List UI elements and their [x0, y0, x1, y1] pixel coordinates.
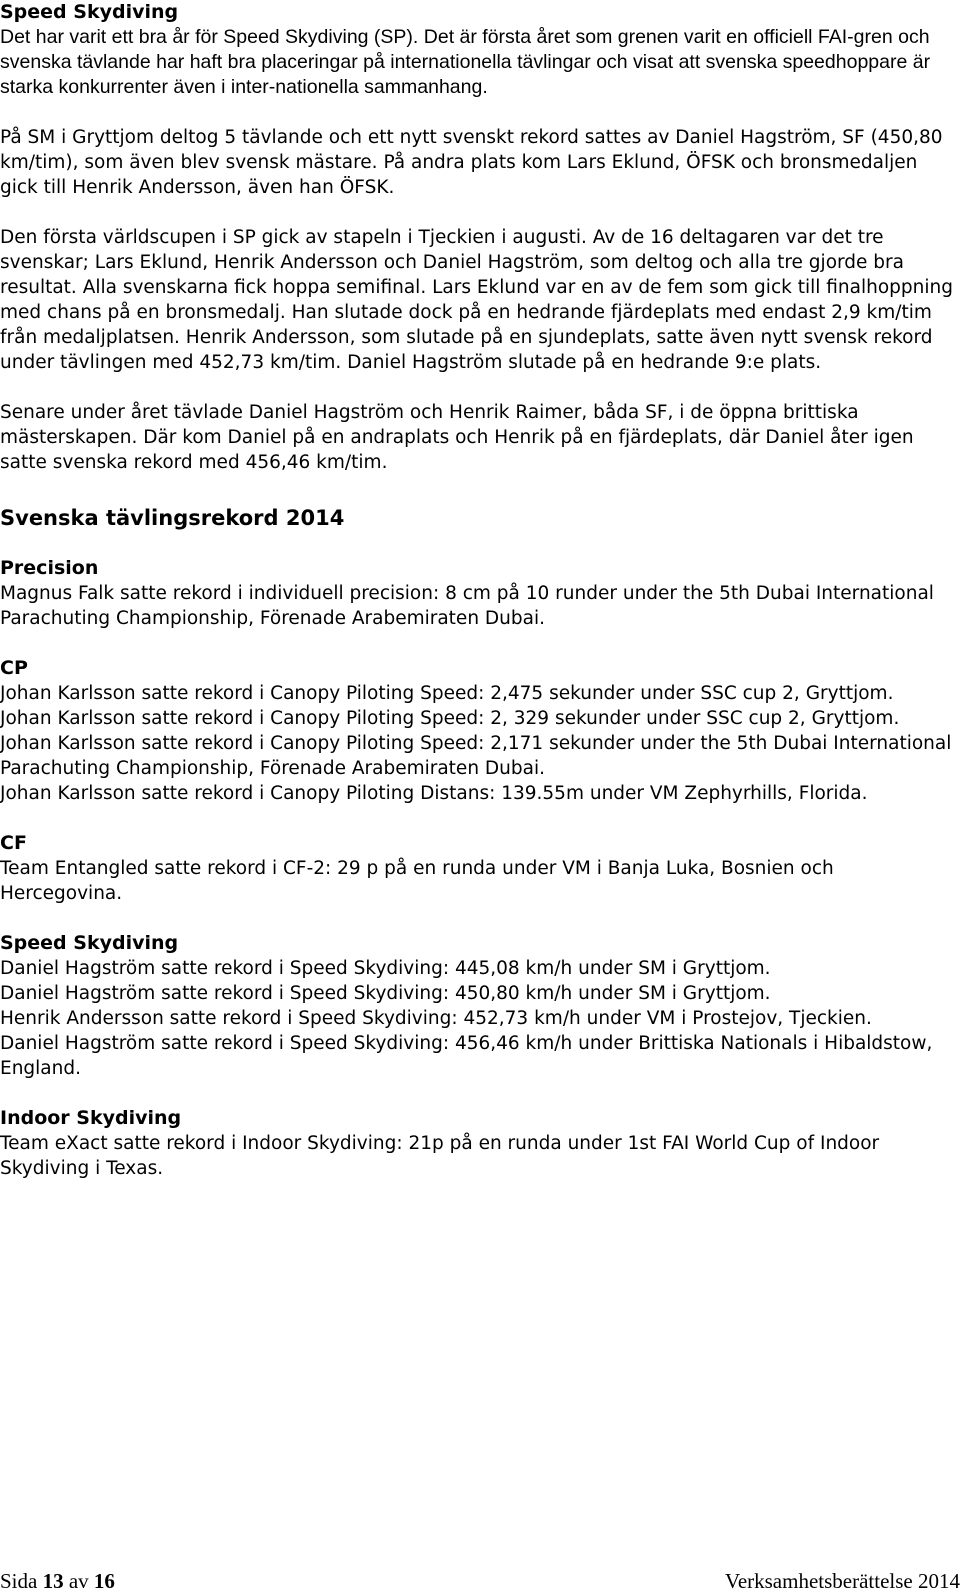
record-line: Daniel Hagström satte rekord i Speed Skydiving: 450,80 km/h under SM i Gryttjom.	[0, 983, 771, 1004]
record-line: Daniel Hagström satte rekord i Speed Skydiving: 445,08 km/h under SM i Gryttjom.	[0, 958, 771, 979]
records-title: Svenska tävlingsrekord 2014	[0, 506, 345, 530]
record-line: Johan Karlsson satte rekord i Canopy Piloting Speed: 2,171 sekunder under the 5th Dubai International Parachuting Championship, Förenade Arabemiraten Dubai.	[0, 733, 952, 779]
record-line: Henrik Andersson satte rekord i Speed Skydiving: 452,73 km/h under VM i Prostejov, Tjeckien.	[0, 1008, 872, 1029]
page-of: av	[68, 1569, 89, 1593]
records-heading-cp: CP	[0, 657, 28, 679]
page-prefix: Sida	[0, 1569, 38, 1593]
records-heading-indoor-skydiving: Indoor Skydiving	[0, 1107, 182, 1129]
record-line: Daniel Hagström satte rekord i Speed Skydiving: 456,46 km/h under Brittiska Nationals i Hibaldstow, England.	[0, 1033, 933, 1079]
record-line: Johan Karlsson satte rekord i Canopy Piloting Distans: 139.55m under VM Zephyrhills, Florida.	[0, 783, 868, 804]
intro-paragraph-3: Den första världscupen i SP gick av stapeln i Tjeckien i augusti. Av de 16 deltagaren var det tre svenskar; Lars Eklund, Henrik Andersson och Daniel Hagström, som deltog och alla tre gjorde bra resultat. Alla svenskarna fick hoppa semifinal. Lars Eklund var en av de fem som gick till finalhoppning med chans på en bronsmedalj. Han slutade dock på en hedrande fjärdeplats med endast 2,9 km/tim från medaljplatsen. Henrik Andersson, som slutade på en sjundeplats, satte även nytt svensk rekord under tävlingen med 452,73 km/tim. Daniel Hagström slutade på en hedrande 9:e plats.	[0, 227, 953, 373]
page-number	[0, 1568, 115, 1595]
record-line: Team eXact satte rekord i Indoor Skydiving: 21p på en runda under 1st FAI World Cup of Indoor Skydiving i Texas.	[0, 1133, 880, 1179]
page-current: 13	[42, 1569, 64, 1593]
intro-paragraph-1: Det har varit ett bra år för Speed Skydiving (SP). Det är första året som grenen varit en officiell FAI-gren och svenska tävlande har haft bra placeringar på internationella tävlingar och visat att svenska speedhoppare är starka konkurrenter även i inter-nationella sammanhang.	[0, 26, 931, 98]
page-footer	[0, 1568, 960, 1595]
intro-paragraph-2: På SM i Gryttjom deltog 5 tävlande och ett nytt svenskt rekord sattes av Daniel Hagström, SF (450,80 km/tim), som även blev svensk mästare. På andra plats kom Lars Eklund, ÖFSK och bronsmedaljen gick till Henrik Andersson, även han ÖFSK.	[0, 127, 943, 198]
section-title-speed-skydiving: Speed Skydiving	[0, 1, 179, 23]
record-line: Team Entangled satte rekord i CF-2: 29 p på en runda under VM i Banja Luka, Bosnien och Hercegovina.	[0, 858, 834, 904]
record-line: Magnus Falk satte rekord i individuell precision: 8 cm på 10 runder under the 5th Dubai International Parachuting Championship, Förenade Arabemiraten Dubai.	[0, 583, 934, 629]
records-heading-cf: CF	[0, 832, 27, 854]
records-heading-precision: Precision	[0, 557, 99, 579]
page-total: 16	[93, 1569, 115, 1593]
records-heading-speed-skydiving: Speed Skydiving	[0, 932, 179, 954]
document-title: Verksamhetsberättelse 2014	[724, 1569, 960, 1593]
record-line: Johan Karlsson satte rekord i Canopy Piloting Speed: 2, 329 sekunder under SSC cup 2, Gryttjom.	[0, 708, 900, 729]
record-line: Johan Karlsson satte rekord i Canopy Piloting Speed: 2,475 sekunder under SSC cup 2, Gryttjom.	[0, 683, 894, 704]
intro-paragraph-4: Senare under året tävlade Daniel Hagström och Henrik Raimer, båda SF, i de öppna brittiska mästerskapen. Där kom Daniel på en andraplats och Henrik på en fjärdeplats, där Daniel åter igen satte svenska rekord med 456,46 km/tim.	[0, 402, 914, 473]
